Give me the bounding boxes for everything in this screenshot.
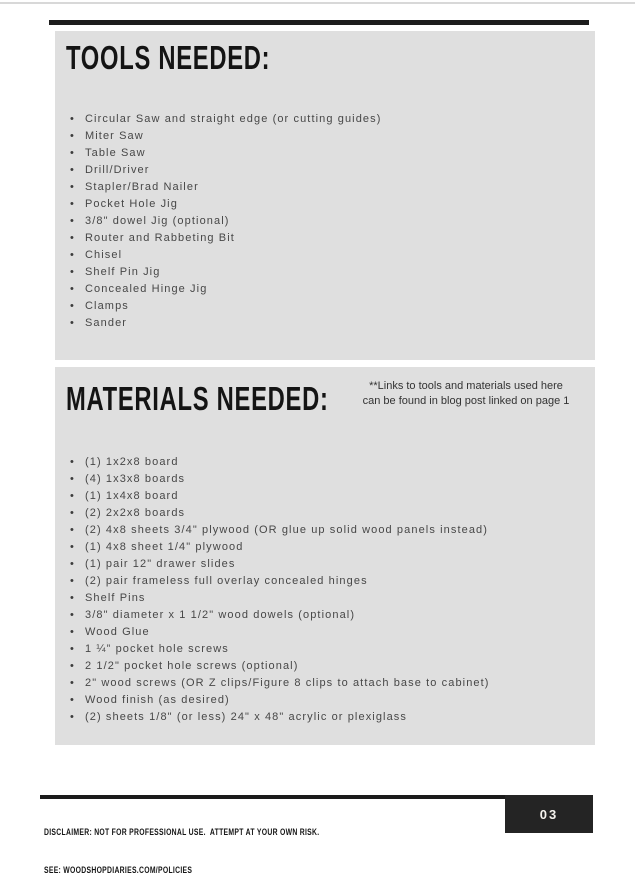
list-item	[70, 213, 382, 230]
list-item-text: 2 1/2" pocket hole screws (optional)	[85, 660, 299, 672]
list-item	[70, 505, 490, 522]
list-item-text: Shelf Pin Jig	[85, 266, 161, 278]
list-item-text: (4) 1x3x8 boards	[85, 473, 186, 485]
bullet-icon: •	[70, 147, 75, 159]
page-number: 03	[539, 806, 559, 822]
bullet-icon: •	[70, 300, 75, 312]
list-item-text: Stapler/Brad Nailer	[85, 181, 199, 193]
bullet-icon: •	[70, 215, 75, 227]
list-item	[70, 281, 382, 298]
list-item-text: (1) 4x8 sheet 1/4" plywood	[85, 541, 244, 553]
list-item	[70, 539, 490, 556]
list-item	[70, 556, 490, 573]
list-item-text: Sander	[85, 317, 128, 329]
list-item-text: 1 ¼” pocket hole screws	[85, 643, 229, 655]
tools-panel	[55, 31, 595, 360]
list-item-text: Drill/Driver	[85, 164, 150, 176]
list-item-text: Wood Glue	[85, 626, 150, 638]
list-item-text: (2) sheets 1/8" (or less) 24" x 48" acrylic or plexiglass	[85, 711, 408, 723]
list-item-text: (1) pair 12" drawer slides	[85, 558, 236, 570]
list-item	[70, 692, 490, 709]
list-item	[70, 488, 490, 505]
list-item-text: Shelf Pins	[85, 592, 146, 604]
list-item	[70, 590, 490, 607]
page-number-badge	[505, 795, 593, 833]
list-item-text: (1) 1x2x8 board	[85, 456, 179, 468]
bullet-icon: •	[70, 181, 75, 193]
tools-title	[66, 41, 350, 74]
list-item-text: (1) 1x4x8 board	[85, 490, 179, 502]
list-item	[70, 607, 490, 624]
bullet-icon: •	[70, 541, 75, 553]
list-item-text: Concealed Hinge Jig	[85, 283, 208, 295]
list-item	[70, 298, 382, 315]
bullet-icon: •	[70, 626, 75, 638]
bullet-icon: •	[70, 130, 75, 142]
list-item	[70, 471, 490, 488]
tools-list	[70, 111, 382, 332]
bullet-icon: •	[70, 113, 75, 125]
materials-note-line2: can be found in blog post linked on page 1	[362, 395, 570, 407]
top-hairline	[0, 2, 635, 4]
bullet-icon: •	[70, 643, 75, 655]
list-item	[70, 454, 490, 471]
bullet-icon: •	[70, 490, 75, 502]
bullet-icon: •	[70, 677, 75, 689]
list-item	[70, 162, 382, 179]
tools-title-text: TOOLS NEEDED:	[66, 39, 271, 76]
list-item	[70, 179, 382, 196]
bullet-icon: •	[70, 507, 75, 519]
bullet-icon: •	[70, 524, 75, 536]
materials-list	[70, 454, 490, 726]
bullet-icon: •	[70, 164, 75, 176]
bullet-icon: •	[70, 266, 75, 278]
bullet-icon: •	[70, 592, 75, 604]
list-item	[70, 264, 382, 281]
bullet-icon: •	[70, 456, 75, 468]
bullet-icon: •	[70, 249, 75, 261]
list-item-text: Table Saw	[85, 147, 146, 159]
materials-note-line1: **Links to tools and materials used here	[369, 380, 563, 392]
list-item	[70, 196, 382, 213]
bullet-icon: •	[70, 317, 75, 329]
list-item-text: 2" wood screws (OR Z clips/Figure 8 clips to attach base to cabinet)	[85, 677, 490, 689]
list-item-text: 3/8" diameter x 1 1/2" wood dowels (optional)	[85, 609, 356, 621]
list-item-text: (2) 4x8 sheets 3/4" plywood (OR glue up solid wood panels instead)	[85, 524, 489, 536]
list-item	[70, 624, 490, 641]
list-item	[70, 641, 490, 658]
bullet-icon: •	[70, 232, 75, 244]
list-item	[70, 658, 490, 675]
materials-note	[350, 379, 582, 409]
bullet-icon: •	[70, 694, 75, 706]
disclaimer-line1: DISCLAIMER: NOT FOR PROFESSIONAL USE. ATTEMPT AT YOUR OWN RISK.	[44, 827, 320, 838]
bullet-icon: •	[70, 575, 75, 587]
list-item	[70, 522, 490, 539]
bullet-icon: •	[70, 609, 75, 621]
disclaimer	[44, 802, 319, 880]
list-item-text: Pocket Hole Jig	[85, 198, 178, 210]
bullet-icon: •	[70, 198, 75, 210]
list-item-text: Circular Saw and straight edge (or cutting guides)	[85, 113, 382, 125]
bullet-icon: •	[70, 660, 75, 672]
list-item	[70, 573, 490, 590]
list-item-text: 3/8" dowel Jig (optional)	[85, 215, 230, 227]
top-accent-bar	[49, 20, 589, 25]
list-item	[70, 128, 382, 145]
list-item-text: (2) 2x2x8 boards	[85, 507, 186, 519]
bullet-icon: •	[70, 283, 75, 295]
list-item	[70, 145, 382, 162]
list-item-text: (2) pair frameless full overlay concealed hinges	[85, 575, 368, 587]
bullet-icon: •	[70, 711, 75, 723]
list-item-text: Wood finish (as desired)	[85, 694, 230, 706]
list-item	[70, 315, 382, 332]
materials-title-text: MATERIALS NEEDED:	[66, 380, 329, 417]
list-item	[70, 675, 490, 692]
list-item	[70, 709, 490, 726]
list-item-text: Clamps	[85, 300, 129, 312]
list-item-text: Chisel	[85, 249, 123, 261]
materials-panel	[55, 367, 595, 745]
list-item	[70, 230, 382, 247]
bullet-icon: •	[70, 473, 75, 485]
bullet-icon: •	[70, 558, 75, 570]
list-item	[70, 247, 382, 264]
list-item-text: Router and Rabbeting Bit	[85, 232, 235, 244]
list-item-text: Miter Saw	[85, 130, 144, 142]
disclaimer-line2: SEE: WOODSHOPDIARIES.COM/POLICIES	[44, 864, 193, 876]
list-item	[70, 111, 382, 128]
